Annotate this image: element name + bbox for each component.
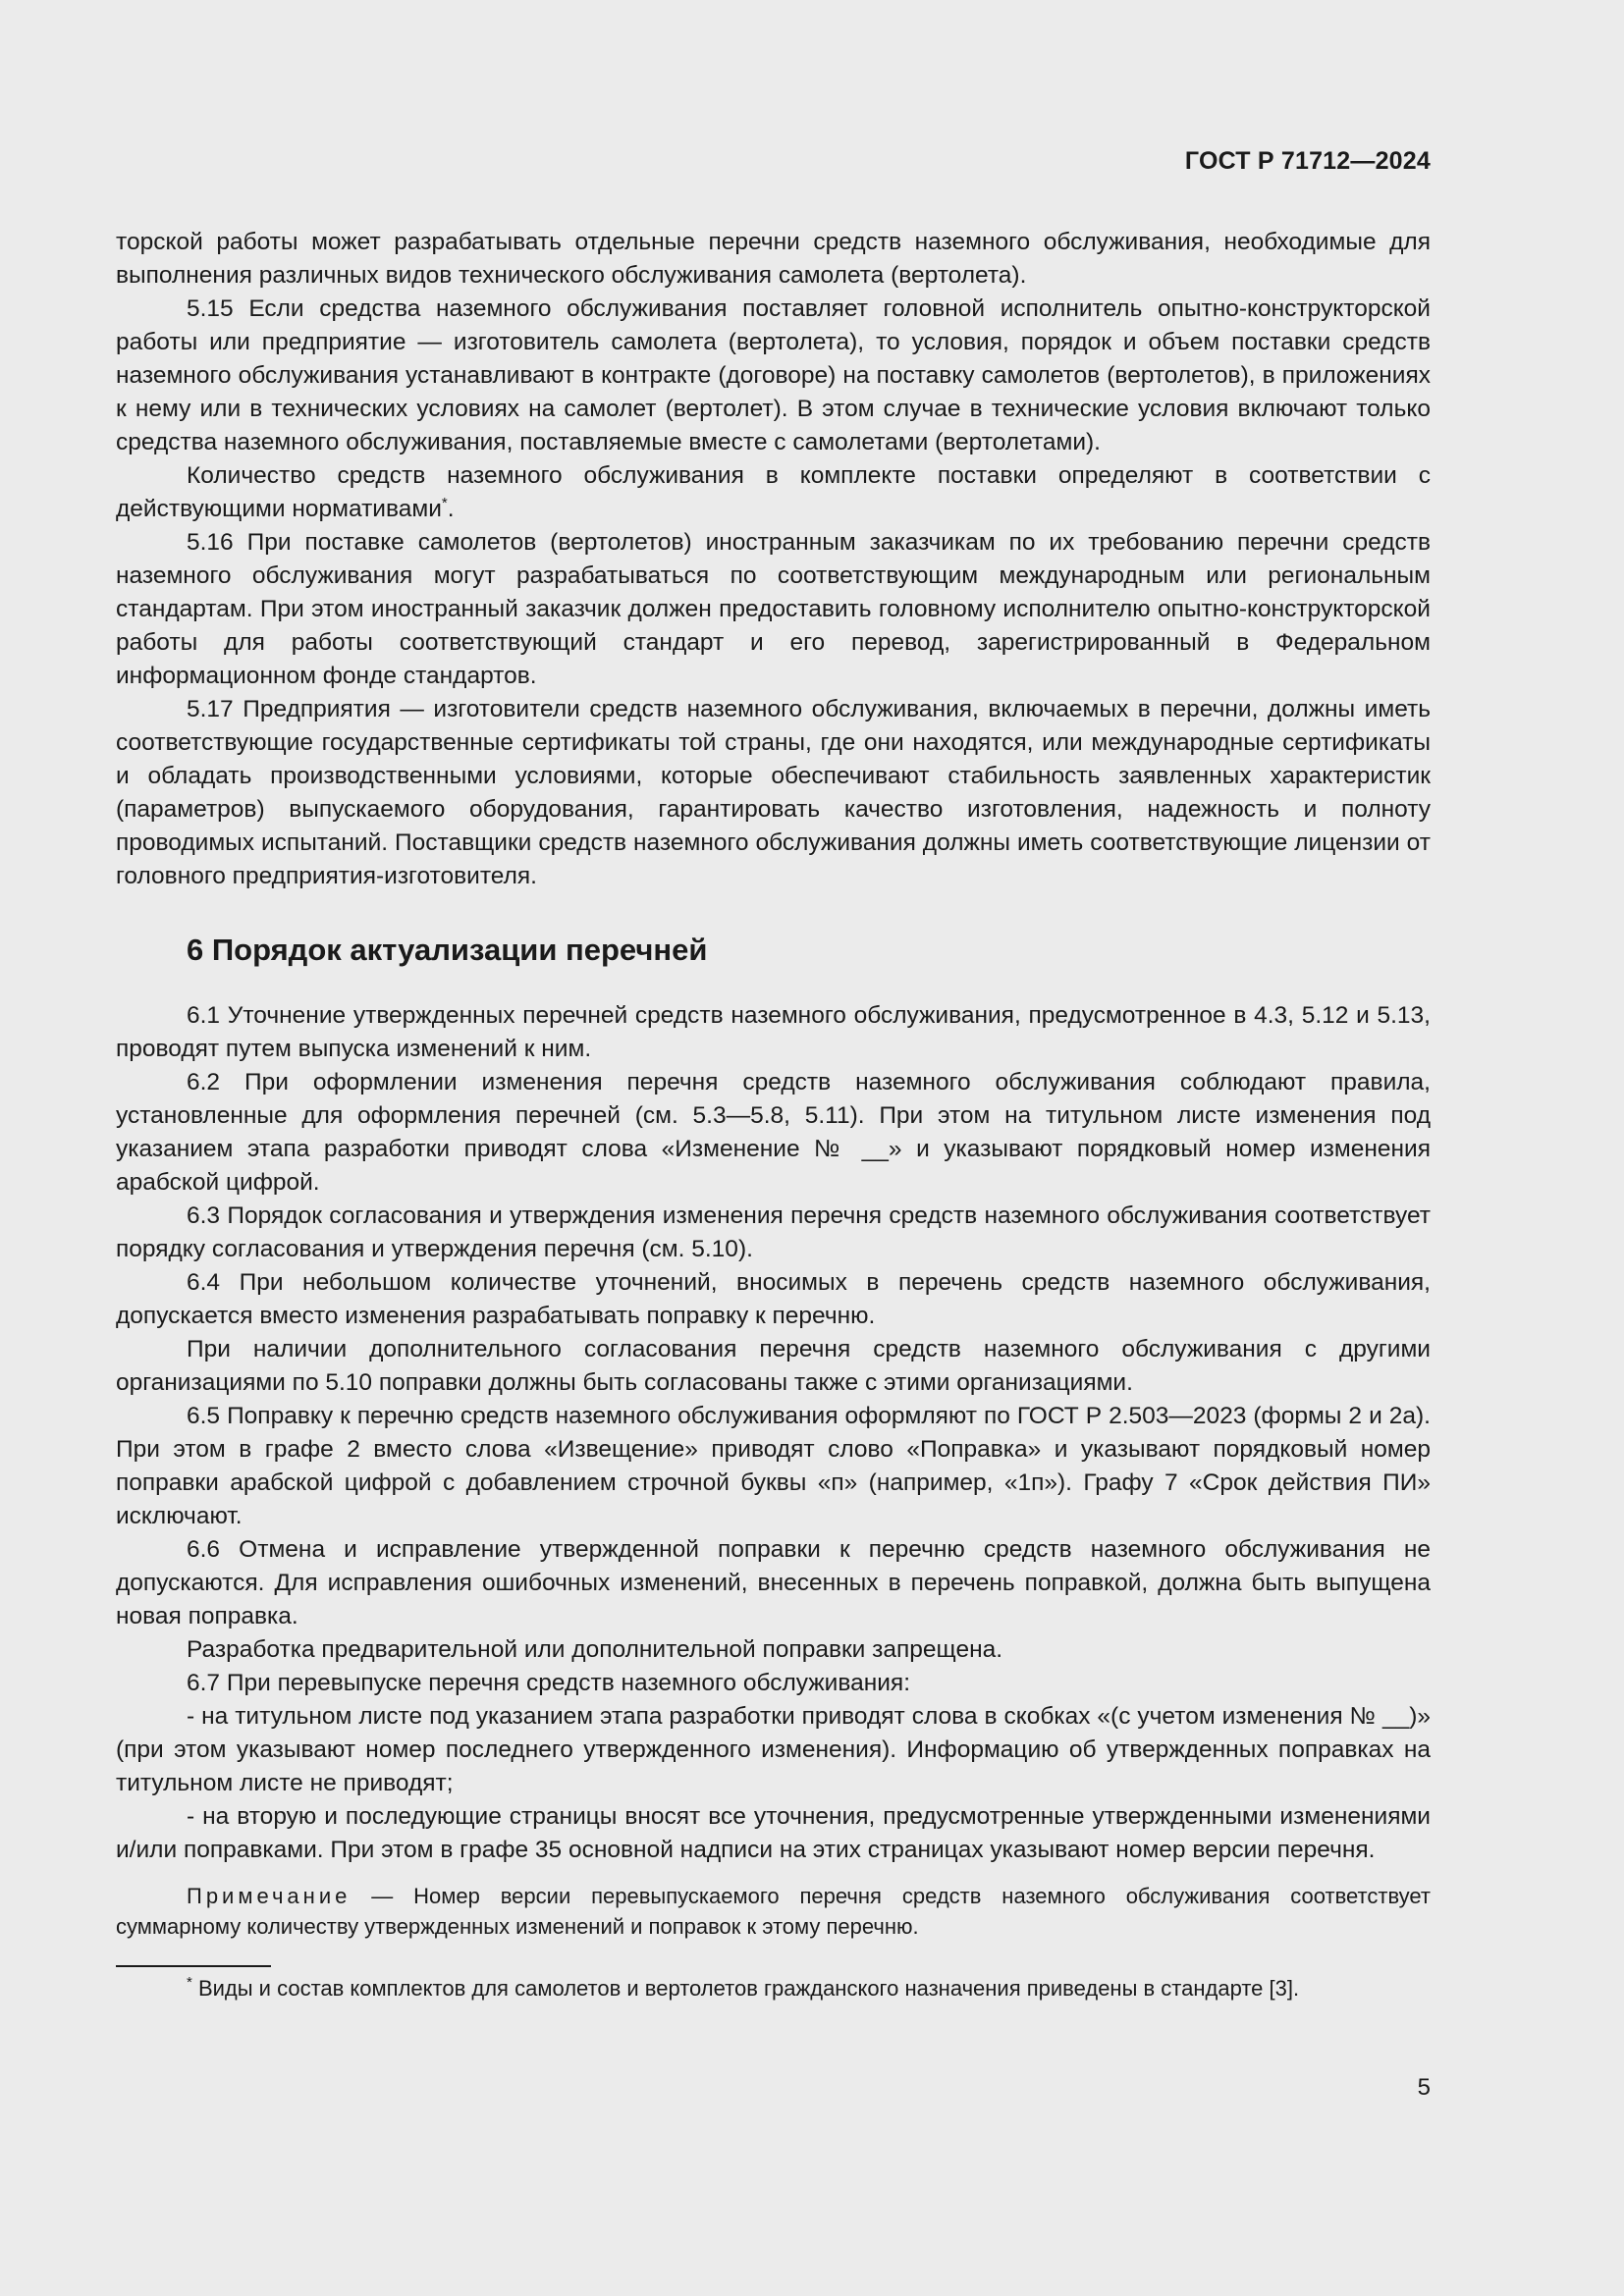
- paragraph-6-4: 6.4 При небольшом количестве уточнений, вносимых в перечень средств наземного обслуживания, допускается вместо изменения разрабатывать поправку к перечню.: [116, 1269, 1431, 1329]
- paragraph-6-6: 6.6 Отмена и исправление утвержденной поправки к перечню средств наземного обслуживания не допускаются. Для исправления ошибочных изменений, внесенных в перечень поправкой, должна быть выпущена новая поправка.: [116, 1536, 1431, 1629]
- paragraph-quantity-tail: .: [447, 496, 455, 522]
- paragraph-5-15: 5.15 Если средства наземного обслуживания поставляет головной исполнитель опытно-конструкторской работы или предприятие — изготовитель самолета (вертолета), то условия, порядок и объем поставки средств наземного обслуживания устанавливают в контракте (договоре) на поставку самолетов (вертолетов), в приложениях к нему или в технических условиях на самолет (вертолет). В этом случае в технические условия включают только средства наземного обслуживания, поставляемые вместе с самолетами (вертолетами).: [116, 295, 1431, 455]
- note-text: — Номер версии перевыпускаемого перечня средств наземного обслуживания соответствует суммарному количеству утвержденных изменений и поправок к этому перечню.: [116, 1884, 1431, 1939]
- paragraph-5-17: 5.17 Предприятия — изготовители средств наземного обслуживания, включаемых в перечни, должны иметь соответствующие государственные сертификаты той страны, где они находятся, или международные сертификаты и обладать производственными условиями, которые обеспечивают стабильность заявленных характеристик (параметров) выпускаемого оборудования, гарантировать качество изготовления, надежность и полноту проводимых испытаний. Поставщики средств наземного обслуживания должны иметь соответствующие лицензии от головного предприятия-изготовителя.: [116, 696, 1431, 889]
- note-block: [116, 1881, 1431, 1942]
- footnote-reference[interactable]: *: [441, 495, 448, 511]
- list-item-title-page: - на титульном листе под указанием этапа разработки приводят слова в скобках «(с учетом изменения № __)» (при этом указывают номер последнего утвержденного изменения). Информацию об утвержденных поправках на титульном листе не приводят;: [116, 1703, 1431, 1796]
- page-content: [116, 226, 1431, 2003]
- list-item-subsequent-pages: - на вторую и последующие страницы вносят все уточнения, предусмотренные утвержденными изменениями и/или поправками. При этом в графе 35 основной надписи на этих страницах указывают номер версии перечня.: [116, 1803, 1431, 1863]
- note-label: Примечание: [187, 1884, 352, 1908]
- page-number: 5: [1417, 2074, 1431, 2101]
- paragraph-6-3: 6.3 Порядок согласования и утверждения изменения перечня средств наземного обслуживания соответствует порядку согласования и утверждения перечня (см. 5.10).: [116, 1202, 1431, 1262]
- paragraph-6-5: 6.5 Поправку к перечню средств наземного обслуживания оформляют по ГОСТ Р 2.503—2023 (формы 2 и 2а). При этом в графе 2 вместо слова «Извещение» приводят слово «Поправка» и указывают порядковый номер поправки арабской цифрой с добавлением строчной буквы «п» (например, «1п»). Графу 7 «Срок действия ПИ» исключают.: [116, 1403, 1431, 1529]
- footnote-mark: *: [187, 1974, 192, 1991]
- paragraph-6-7: 6.7 При перевыпуске перечня средств наземного обслуживания:: [187, 1670, 911, 1696]
- paragraph-6-4-extra: При наличии дополнительного согласования перечня средств наземного обслуживания с другими организациями по 5.10 поправки должны быть согласованы также с этими организациями.: [116, 1336, 1431, 1396]
- footnote: [116, 1973, 1431, 2003]
- paragraph-6-6-extra: Разработка предварительной или дополнительной поправки запрещена.: [187, 1636, 1003, 1663]
- paragraph-6-1: 6.1 Уточнение утвержденных перечней средств наземного обслуживания, предусмотренное в 4.3, 5.12 и 5.13, проводят путем выпуска изменений к ним.: [116, 1002, 1431, 1062]
- paragraph-quantity-text: Количество средств наземного обслуживания в комплекте поставки определяют в соответствии с действующими нормативами: [116, 462, 1431, 522]
- footnote-divider: [116, 1965, 271, 1967]
- paragraph-5-16: 5.16 При поставке самолетов (вертолетов) иностранным заказчикам по их требованию перечни средств наземного обслуживания могут разрабатываться по соответствующим международным или региональным стандартам. При этом иностранный заказчик должен предоставить головному исполнителю опытно-конструкторской работы для работы соответствующий стандарт и его перевод, зарегистрированный в Федеральном информационном фонде стандартов.: [116, 529, 1431, 689]
- paragraph-quantity: [116, 459, 1431, 526]
- paragraph-6-2: 6.2 При оформлении изменения перечня средств наземного обслуживания соблюдают правила, установленные для оформления перечней (см. 5.3—5.8, 5.11). При этом на титульном листе изменения под указанием этапа разработки приводят слова «Изменение № __» и указывают порядковый номер изменения арабской цифрой.: [116, 1069, 1431, 1196]
- section-heading: 6 Порядок актуализации перечней: [187, 933, 708, 967]
- footnote-text: Виды и состав комплектов для самолетов и вертолетов гражданского назначения приведены в стандарте [3].: [191, 1976, 1300, 2001]
- paragraph-continuation: торской работы может разрабатывать отдельные перечни средств наземного обслуживания, необходимые для выполнения различных видов технического обслуживания самолета (вертолета).: [116, 229, 1431, 289]
- document-code-header: ГОСТ Р 71712—2024: [1184, 147, 1431, 175]
